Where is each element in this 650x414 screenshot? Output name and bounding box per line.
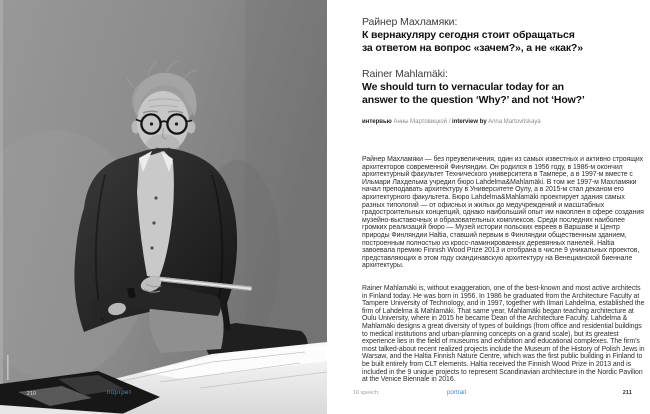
title-en-line-1: We should turn to vernacular today for an — [362, 80, 564, 93]
rubric-ru-label: портрет — [107, 389, 132, 396]
photo-credit-vertical — [7, 355, 9, 380]
title-en-name: Rainer Mahlamäki: — [362, 68, 448, 80]
byline-separator: / — [448, 119, 451, 125]
byline-ru-label: интервью — [362, 119, 392, 125]
byline-en-label: interview by — [452, 119, 487, 125]
title-russian — [362, 16, 647, 54]
title-english — [362, 68, 647, 106]
byline — [362, 119, 647, 126]
byline-ru-name: Анны Мартовицкой — [393, 119, 448, 125]
rubric-en-label: portrait — [447, 389, 467, 396]
right-page-footer — [327, 390, 650, 400]
title-ru-name: Райнер Махламяки: — [362, 16, 458, 28]
title-ru-line-1: К вернакуляру сегодня стоит обращаться — [362, 28, 575, 41]
biography-paragraph-ru: Райнер Махламяки — без преувеличения, один из самых известных и активно строящих архитекторов современной Финляндии. Он родился в 1956 году, в 1986-м окончил архитектурный факультет Технического университета в Тампере, а в 1997-м вместе с Ильмари Лахдельма учредил бюро Lahdelma&Mahlamäki. В том же 1997-м Махламяки начал преподавать архитектуру в Университете Оулу, а в 2015-м стал деканом его архитектурного факультета. Бюро Lahdelma&Mahlamäki проектирует здания самых разных типологий — от офисных и жилых до медучреждений и масштабных градостроительных концепций, однако наибольший опыт им накоплен в сфере создания музейно-выставочных и образовательных комплексов. Среди последних наиболее громких реализаций бюро — Музей истории польских евреев в Варшаве и Центр природы Финляндии Haltia, ставший первым в Финляндии общественным зданием, построенным полностью из кросс-ламинированных деревянных панелей. Haltia завоевала премию Finnish Wood Prize 2013 и отобрана в числе 9 уникальных проектов, представляющих в этом году скандинавскую архитектуру на Венецианской биеннале архитектуры. — [362, 156, 644, 270]
right-page — [327, 0, 650, 414]
title-ru-line-2: за ответом на вопрос «зачем?», а не «как?» — [362, 41, 583, 54]
right-page-number: 211 — [622, 390, 632, 396]
title-en-line-2: answer to the question ‘Why?’ and not ‘How?’ — [362, 93, 585, 106]
magazine-issue-label: 16 speech: — [353, 390, 380, 396]
left-page-number: 210 — [27, 391, 37, 397]
biography-paragraph-en: Rainer Mahlamäki is, without exaggeration, one of the best-known and most active architects in Finland today. He was born in 1956. In 1986 he graduated from the Architecture Faculty at Tampere University of Technology, and in 1997, together with Ilmari Lahdelma, established the firm of Lahdelma & Mahlamäki. That same year, Mahlamäki began teaching architecture at Oulu University, where in 2015 he became Dean of the Architecture Faculty. Lahdelma & Mahlamäki designs a great diversity of types of buildings (from office and residential buildings to medical institutions and urban-planning concepts on a grand scale), but its greatest experience lies in the field of museums and exhibition and educational complexes. The firm’s most talked-about recent realized projects include the Museum of the History of Polish Jews in Warsaw, and the Haltia Finnish Nature Centre, which was the first public building in Finland to be built entirely from CLT elements. Haltia received the Finnish Wood Prize in 2013 and is included in the 9 unique projects to represent Scandinavian architecture in the Nordic Pavilion at the Venice Biennale in 2016. — [362, 285, 645, 384]
byline-en-name: Anna Martovitskaya — [488, 119, 541, 125]
